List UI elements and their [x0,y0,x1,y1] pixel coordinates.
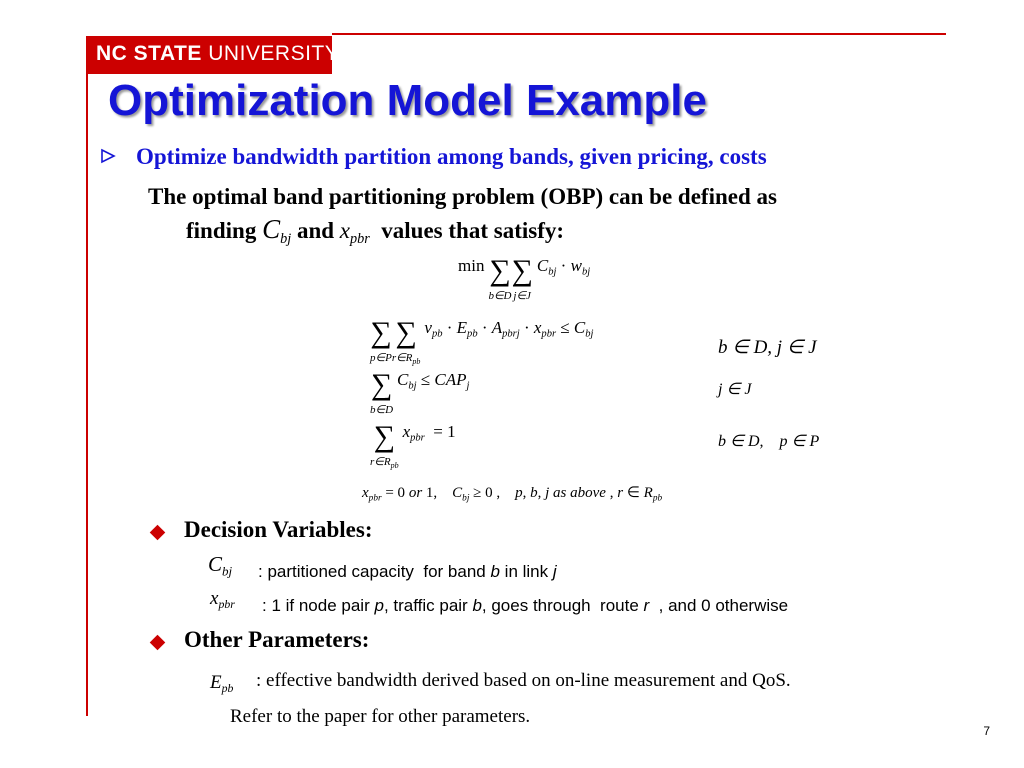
diamond-bullet-icon [150,635,166,651]
page-number: 7 [983,724,990,738]
constraint-3: ∑ $r\in R_{pb}$ $x_{pbr} = 1$ [370,420,456,471]
symbol-c-bj: $C_{bj}$ [262,214,292,247]
constraint-2: ∑ b∈D $C_{bj} \le CAP_j$ [370,368,470,416]
logo-bold-text: NC STATE [96,42,202,65]
slide-title: Optimization Model Example [108,76,707,125]
left-margin-rule [86,74,88,716]
bullet-text: Optimize bandwidth partition among bands, given pricing, costs [136,144,767,169]
dv-description-2: : 1 if node pair p, traffic pair b, goes through route r , and 0 otherwise [262,596,789,615]
constraint-3-condition: b ∈ D, p ∈ P [718,433,820,450]
op-symbol-e-pb: $E_{pb}$ [210,672,234,696]
right-triangle-outline-icon [100,148,116,169]
paragraph-line-2 [186,214,564,248]
constraint-1-condition: b ∈ D, j ∈ J [718,337,817,358]
logo-light-text: UNIVERSITY [208,42,340,65]
op-note: Refer to the paper for other parameters. [230,706,531,727]
dv-description-1: : partitioned capacity for band b in link j [258,562,557,581]
paragraph-finding: finding [186,218,257,243]
paragraph-post: values that satisfy: [381,218,565,243]
constraint-2-condition: j ∈ J [718,381,752,398]
objective-function: min ∑ b∈D∑ j∈J $C_{bj} \cdot w_{bj}$ [458,254,591,302]
header-rule [332,33,946,35]
decision-variables-heading: Decision Variables: [184,517,373,542]
paragraph-line-1: The optimal band partitioning problem (OBP) can be defined as [148,184,777,209]
paragraph-and: and [296,218,335,243]
dv-symbol-x-pbr: $x_{pbr}$ [210,588,235,612]
symbol-x-pbr: $x_{pbr}$ [339,218,370,247]
university-logo-text [96,42,339,66]
constraint-1: ∑ p∈P∑ $r\in R_{pb}$ $v_{pb} \cdot E_{pb} \cdot A_{pbrj} \cdot x_{pbr} \le C_{bj}$ [370,316,594,367]
op-description-1: : effective bandwidth derived based on on-line measurement and QoS. [256,670,791,691]
dv-symbol-c-bj: $C_{bj}$ [208,552,233,579]
constraint-4: $x_{pbr} = 0$ or 1, $C_{bj} \ge 0$ , p, b, j as above , r ∈ $R_{pb}$ [362,485,663,504]
diamond-bullet-icon [150,525,166,541]
other-parameters-heading: Other Parameters: [184,627,370,652]
